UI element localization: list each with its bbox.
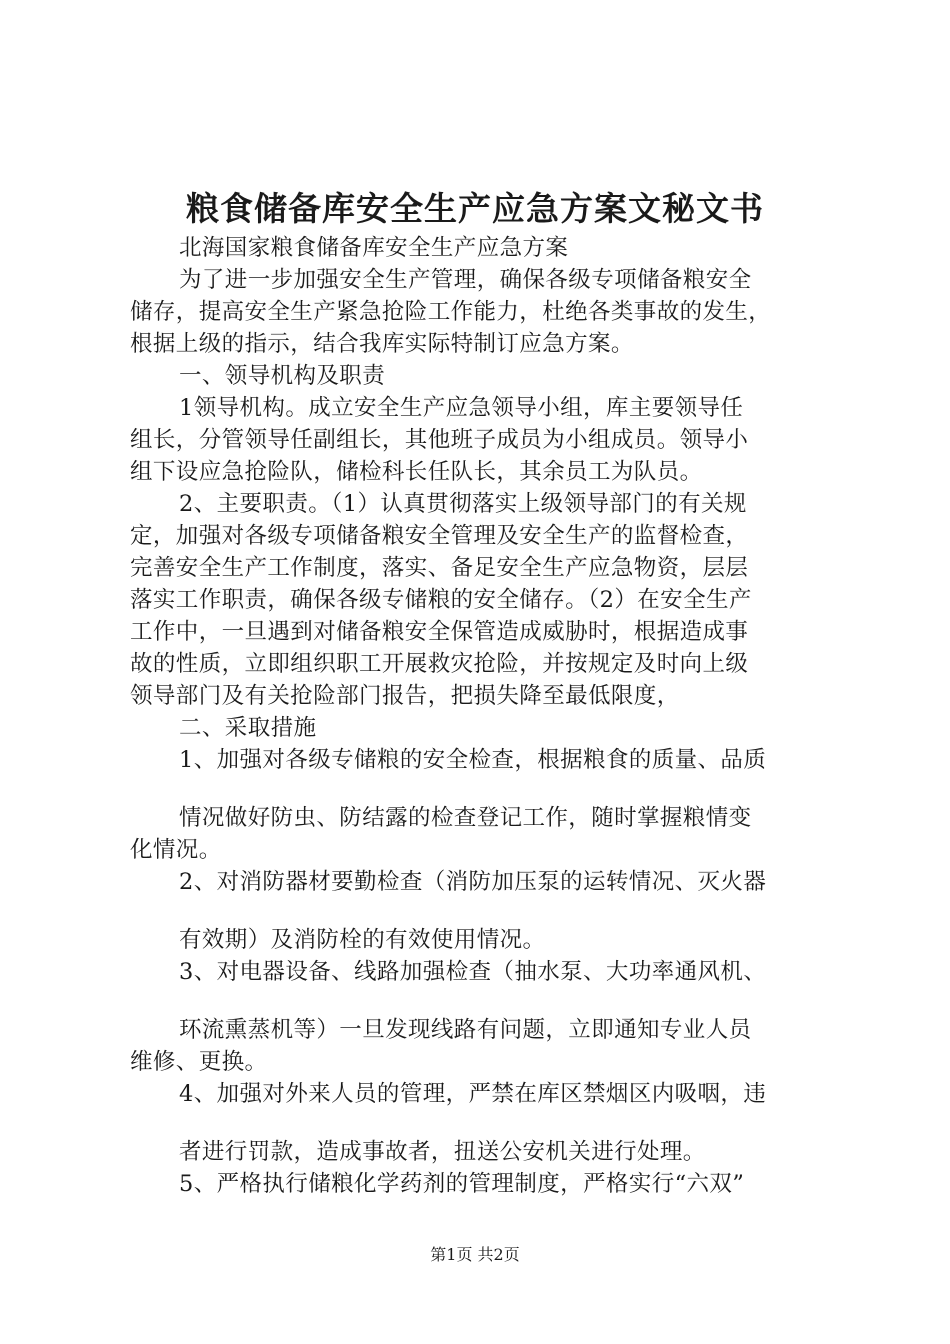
list-item-line: 1、加强对各级专储粮的安全检查，根据粮食的质量、品质 — [179, 747, 767, 773]
paragraph-line: 为了进一步加强安全生产管理，确保各级专项储备粮安全 — [179, 267, 752, 293]
paragraph-line: 定，加强对各级专项储备粮安全管理及安全生产的监督检查， — [130, 523, 749, 549]
page-number-footer: 第1页 共2页 — [430, 1245, 520, 1264]
list-item-line: 3、对电器设备、线路加强检查（抽水泵、大功率通风机、 — [179, 959, 767, 985]
paragraph-line: 组下设应急抢险队，储检科长任队长，其余员工为队员。 — [130, 459, 703, 485]
document-title: 粮食储备库安全生产应急方案文秘文书 — [186, 189, 764, 228]
list-item-line: 情况做好防虫、防结露的检查登记工作，随时掌握粮情变 — [179, 805, 752, 831]
subtitle-line: 北海国家粮食储备库安全生产应急方案 — [179, 235, 569, 261]
list-item-line: 5、严格执行储粮化学药剂的管理制度，严格实行“六双” — [179, 1171, 745, 1197]
paragraph-line: 组长，分管领导任副组长，其他班子成员为小组成员。领导小 — [130, 427, 749, 453]
list-item-line: 4、加强对外来人员的管理，严禁在库区禁烟区内吸咽，违 — [179, 1081, 767, 1107]
paragraph-line: 根据上级的指示，结合我库实际特制订应急方案。 — [130, 331, 634, 357]
paragraph-line: 储存，提高安全生产紧急抢险工作能力，杜绝各类事故的发生， — [130, 299, 772, 325]
section-heading: 二、采取措施 — [179, 715, 317, 741]
paragraph-line: 1领导机构。成立安全生产应急领导小组，库主要领导任 — [179, 395, 744, 421]
paragraph-line: 2、主要职责。（1）认真贯彻落实上级领导部门的有关规 — [179, 491, 747, 517]
list-item-line: 维修、更换。 — [130, 1049, 268, 1075]
list-item-line: 者进行罚款，造成事故者，扭送公安机关进行处理。 — [179, 1139, 706, 1165]
document-body — [130, 232, 836, 1200]
list-item-line: 环流熏蒸机等）一旦发现线路有问题，立即通知专业人员 — [179, 1017, 752, 1043]
paragraph-line: 完善安全生产工作制度，落实、备足安全生产应急物资，层层 — [130, 555, 749, 581]
list-item-line: 化情况。 — [130, 837, 222, 863]
paragraph-line: 落实工作职责，确保各级专储粮的安全储存。（2）在安全生产 — [130, 587, 752, 613]
list-item-line: 有效期）及消防栓的有效使用情况。 — [179, 927, 546, 953]
paragraph-line: 领导部门及有关抢险部门报告，把损失降至最低限度， — [130, 683, 680, 709]
section-heading: 一、领导机构及职责 — [179, 363, 386, 389]
paragraph-line: 工作中，一旦遇到对储备粮安全保管造成威胁时，根据造成事 — [130, 619, 749, 645]
paragraph-line: 故的性质，立即组织职工开展救灾抢险，并按规定及时向上级 — [130, 651, 749, 677]
list-item-line: 2、对消防器材要勤检查（消防加压泵的运转情况、灭火器 — [179, 869, 767, 895]
